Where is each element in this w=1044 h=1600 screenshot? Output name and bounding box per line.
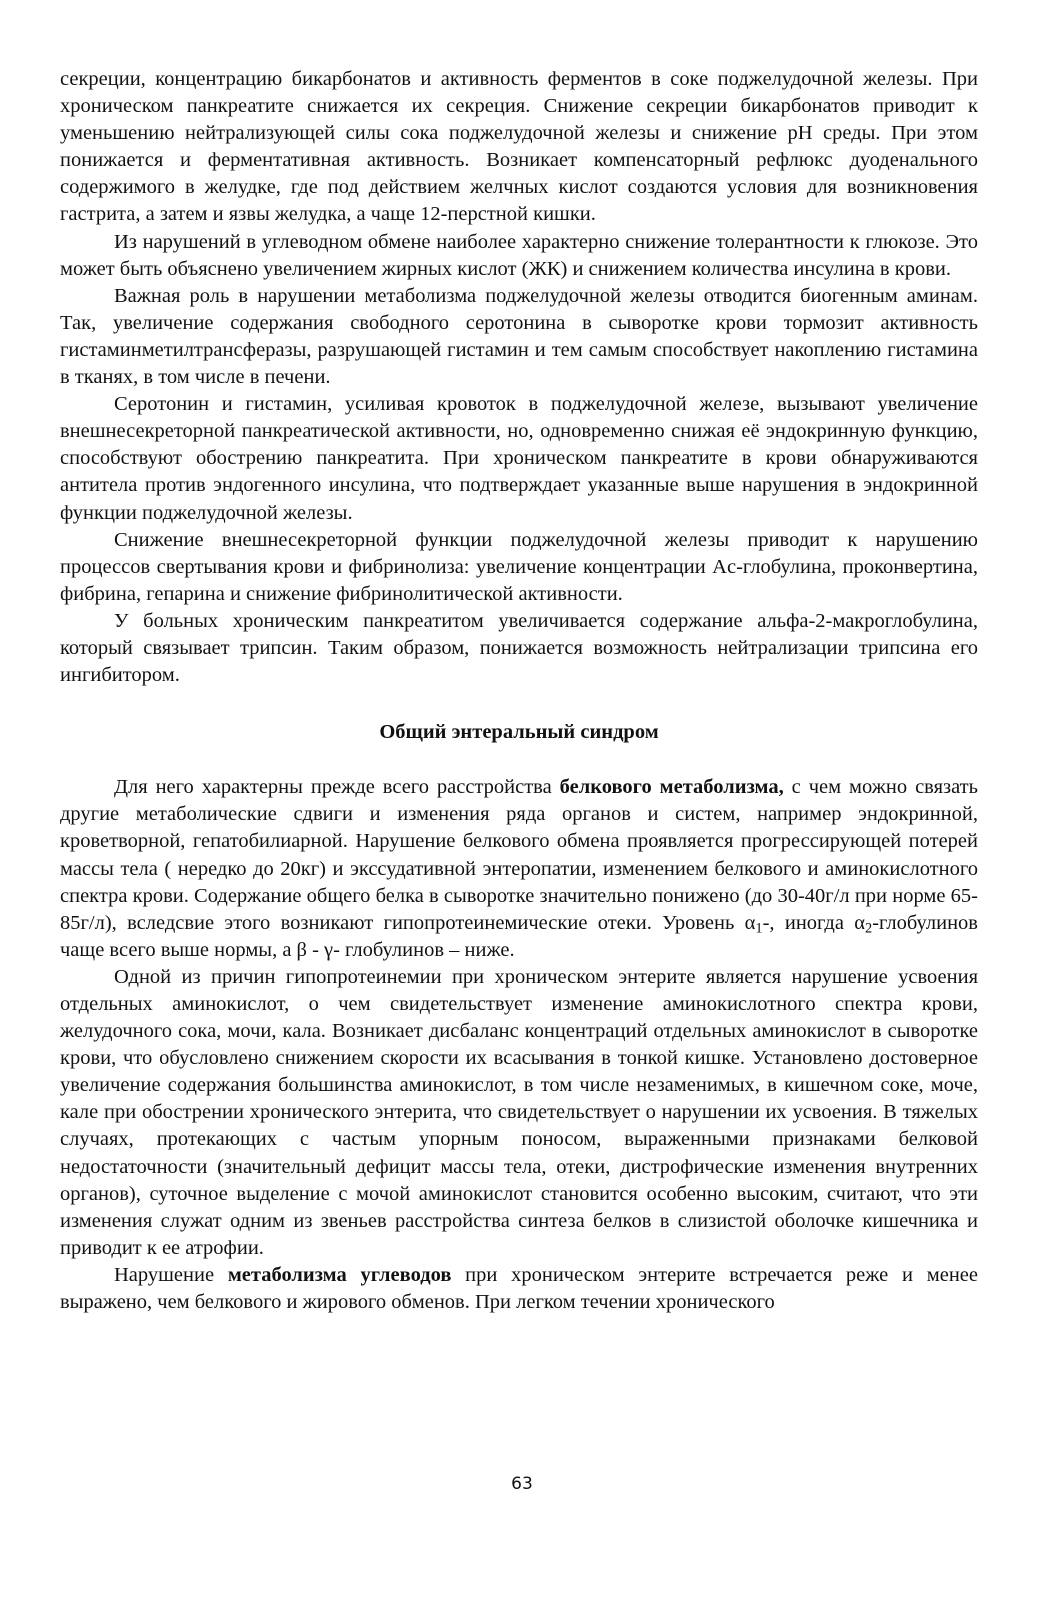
paragraph-enteral-2: Одной из причин гипопротеинемии при хроническом энтерите является нарушение усвоения отдельных аминокислот, о чем свидетельствует изменение аминокислотного спектра крови, желудочного сока, мочи, кала. Возникает дисбаланс концентраций отдельных аминокислот в сыворотке крови, что обусловлено снижением скорости их всасывания в тонкой кишке. Установлено достоверное увеличение содержания большинства аминокислот, в том числе незаменимых, в кишечном соке, моче, кале при обострении хронического энтерита, что свидетельствует о нарушении их усвоения. В тяжелых случаях, протекающих с частым упорным поносом, выраженными признаками белковой недостаточности (значительный дефицит массы тела, отеки, дистрофические изменения внутренних органов), суточное выделение с мочой аминокислот становится особенно высоким, считают, что эти изменения служат одним из звеньев расстройства синтеза белков в слизистой оболочке кишечника и приводит к ее атрофии. xyxy=(60,965,978,1259)
bold-term: белкового метаболизма, xyxy=(559,776,784,799)
paragraph-enteral-3 xyxy=(60,1262,978,1316)
text-run: с чем можно связать другие метаболические сдвиги и изменения ряда органов и систем, например эндокринной, кроветворной, гепатобилиарной. Нарушение белкового обмена проявляется прогрессирующей потерей массы тела ( нередко до 20кг) и экссудативной энтеропатии, изменением белкового и аминокислотного спектра крови. Содержание общего белка в сыворотке значительно понижено (до 30-40г/л при норме 65-85г/л), вследсвие этого возникают гипопротеинемические отеки. Уровень α xyxy=(60,776,978,934)
subscript: 2 xyxy=(865,920,873,937)
text-run: -глобулинов чаще всего выше нормы, а β - γ- глобулинов – ниже. xyxy=(60,911,978,961)
paragraph-3: Важная роль в нарушении метаболизма поджелудочной железы отводится биогенным аминам. Так, увеличение содержания свободного серотонина в сыворотке крови тормозит активность гистаминметилтрансферазы, разрушающей гистамин и тем самым способствует накоплению гистамина в тканях, в том числе в печени. xyxy=(60,284,978,389)
paragraph-6: У больных хроническим панкреатитом увеличивается содержание альфа-2-макроглобулина, который связывает трипсин. Таким образом, понижается возможность нейтрализации трипсина его ингибитором. xyxy=(60,609,978,687)
text-run: -, иногда α xyxy=(762,911,866,934)
text-run: при хроническом энтерите встречается реже и менее выражено, чем белкового и жирового обменов. При легком течении хронического xyxy=(60,1263,978,1314)
text-run: Для него характерны прежде всего расстройства xyxy=(114,776,560,799)
paragraph-4: Серотонин и гистамин, усиливая кровоток в поджелудочной железе, вызывают увеличение внешнесекреторной панкреатической активности, но, одновременно снижая её эндокринную функцию, способствуют обострению панкреатита. При хроническом панкреатите в крови обнаруживаются антитела против эндогенного инсулина, что подтверждает указанные выше нарушения в эндокринной функции поджелудочной железы. xyxy=(60,393,978,524)
paragraph-2: Из нарушений в углеводном обмене наиболее характерно снижение толерантности к глюкозе. Это может быть объяснено увеличением жирных кислот (ЖК) и снижением количества инсулина в крови. xyxy=(60,230,978,280)
bold-term: метаболизма углеводов xyxy=(227,1263,452,1286)
page-number: 63 xyxy=(511,1474,533,1494)
subscript: 1 xyxy=(755,920,763,937)
text-run: Нарушение xyxy=(114,1263,228,1286)
page-text xyxy=(60,66,978,1316)
paragraph-1: секреции, концентрацию бикарбонатов и активность ферментов в соке поджелудочной железы. При хроническом панкреатите снижается их секреция. Снижение секреции бикарбонатов приводит к уменьшению нейтрализующей силы сока поджелудочной железы и снижение pH среды. При этом понижается и ферментативная активность. Возникает компенсаторный рефлюкс дуоденального содержимого в желудке, где под действием желчных кислот создаются условия для возникновения гастрита, а затем и язвы желудка, а чаще 12-перстной кишки. xyxy=(60,68,978,226)
section-heading: Общий энтеральный синдром xyxy=(379,721,659,744)
paragraph-5: Снижение внешнесекреторной функции поджелудочной железы приводит к нарушению процессов свертывания крови и фибринолиза: увеличение концентрации Ac-глобулина, проконвертина, фибрина, гепарина и снижение фибринолитической активности. xyxy=(60,528,978,605)
paragraph-enteral-1 xyxy=(60,774,978,964)
